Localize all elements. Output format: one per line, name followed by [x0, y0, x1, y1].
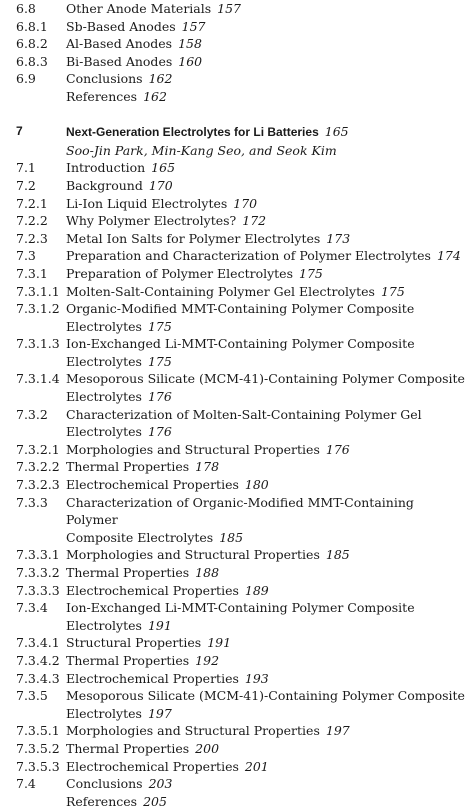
toc-entry-title: Electrochemical Properties [66, 477, 239, 493]
toc-entry-number: 7.3.4 [16, 600, 48, 616]
toc-entry-page: 170 [148, 177, 173, 193]
toc-entry-number: 7.3.3.2 [16, 565, 60, 580]
section-gap [16, 106, 468, 124]
toc-entry-title: Soo-Jin Park, Min-Kang Seo, and Seok Kim [66, 142, 337, 158]
toc-entry [16, 35, 468, 53]
toc-entry-number: 7.3.3.1 [16, 547, 60, 563]
toc-entry-number: 7.3.5.3 [16, 758, 60, 774]
toc-entry [16, 722, 468, 740]
toc-entry-number: 6.8.3 [16, 53, 48, 69]
toc-entry-title: References [66, 793, 138, 809]
toc-entry-title: Conclusions [66, 776, 143, 792]
toc-entry-page: 173 [326, 230, 351, 246]
toc-entry-text [66, 265, 468, 283]
toc-entry-number: 6.9 [16, 71, 36, 87]
toc-entry-page: 160 [178, 53, 203, 69]
toc-entry [16, 476, 468, 494]
toc-entry-page: 197 [147, 705, 172, 721]
toc-entry-text [66, 370, 468, 388]
toc-entry-page: 165 [151, 160, 176, 176]
toc-entry-page: 165 [324, 124, 349, 140]
toc-entry [16, 529, 468, 547]
toc-entry-title: Electrolytes [66, 353, 142, 369]
toc-entry [16, 335, 468, 353]
toc-entry-page: 180 [244, 477, 269, 493]
toc-entry-page: 162 [148, 71, 173, 87]
toc-entry-page: 191 [147, 617, 172, 633]
toc-entry-text [66, 775, 468, 793]
toc-entry-title: Structural Properties [66, 635, 202, 651]
toc-entry-text [66, 564, 468, 582]
toc-entry-text [66, 476, 468, 494]
toc-entry-number: 7.2.1 [16, 195, 48, 211]
toc-entry-text [66, 212, 468, 230]
toc-entry-text [66, 388, 468, 406]
toc-entry [16, 370, 468, 388]
toc-entry-title: Bi-Based Anodes [66, 53, 173, 69]
toc-entry [16, 212, 468, 230]
toc-entry-page: 191 [207, 635, 232, 651]
toc-entry-title: Mesoporous Silicate (MCM-41)-Containing Polymer Composite [66, 688, 465, 704]
toc-entry-text [66, 318, 468, 336]
toc-entry-text [66, 0, 468, 18]
toc-entry-text [66, 70, 468, 88]
toc-entry-text [66, 793, 468, 810]
toc-entry-page: 188 [195, 565, 220, 580]
toc-entry-text [66, 652, 468, 670]
toc-entry-page: 201 [244, 758, 269, 774]
toc-entry-text [66, 582, 468, 600]
toc-entry-page: 200 [195, 740, 220, 756]
toc-entry [16, 283, 468, 301]
toc-entry-title: Morphologies and Structural Properties [66, 547, 320, 563]
toc-entry-title: Thermal Properties [66, 459, 190, 475]
toc-entry [16, 88, 468, 106]
toc-entry-title: Other Anode Materials [66, 1, 212, 16]
toc-entry-title: Characterization of Molten-Salt-Containing Polymer Gel [66, 406, 422, 422]
toc-authors-line [16, 142, 468, 160]
toc-entry-title: Electrochemical Properties [66, 670, 239, 686]
toc-entry-text [66, 441, 468, 459]
toc-entry [16, 758, 468, 776]
toc-entry-number: 7.4 [16, 776, 36, 792]
toc-entry-number: 6.8.1 [16, 18, 48, 34]
toc-entry-text [66, 247, 468, 265]
toc-entry-text [66, 406, 468, 424]
toc-entry [16, 564, 468, 582]
toc-entry [16, 441, 468, 459]
toc-entry-number: 7.3.4.2 [16, 652, 60, 668]
toc-entry-number: 7.3.2.2 [16, 459, 60, 475]
toc-entry-text [66, 35, 468, 53]
toc-entry-number: 7.3.4.1 [16, 635, 60, 651]
toc-entry-title: Electrochemical Properties [66, 582, 239, 598]
toc-entry-page: 175 [380, 283, 405, 299]
toc-entry-title: Preparation and Characterization of Polymer Electrolytes [66, 248, 431, 264]
toc-entry [16, 740, 468, 758]
toc-entry-title: Al-Based Anodes [66, 36, 173, 52]
toc-entry-title: Sb-Based Anodes [66, 18, 176, 34]
toc-entry-text [66, 740, 468, 758]
toc-entry-number: 6.8.2 [16, 36, 48, 52]
toc-entry-page: 175 [147, 353, 172, 369]
toc-entry-page: 176 [147, 389, 172, 405]
toc-entry-page: 176 [147, 424, 172, 440]
toc-entry [16, 265, 468, 283]
toc-entry-number: 7.3.2.3 [16, 477, 60, 493]
toc-entry [16, 353, 468, 371]
toc-entry [16, 705, 468, 723]
toc-entry-title: Background [66, 177, 143, 193]
toc-entry [16, 406, 468, 424]
toc-entry-title: Ion-Exchanged Li-MMT-Containing Polymer Composite [66, 336, 415, 352]
toc-entry-text [66, 123, 468, 142]
toc-entry [16, 247, 468, 265]
toc-entry [16, 159, 468, 177]
toc-entry-number: 7.2 [16, 177, 36, 193]
toc-entry-title: Mesoporous Silicate (MCM-41)-Containing Polymer Composite [66, 371, 465, 387]
toc-entry-page: 189 [244, 582, 269, 598]
toc-entry-page: 157 [181, 18, 206, 34]
toc-entry-number: 7.3.1.2 [16, 301, 60, 317]
toc-entry-page: 192 [195, 652, 220, 668]
toc-entry-title: Morphologies and Structural Properties [66, 441, 320, 457]
toc-entry-number: 7.3 [16, 248, 36, 264]
toc-entry-title: Thermal Properties [66, 565, 190, 580]
toc-entry-title: Electrolytes [66, 389, 142, 405]
toc-entry-text [66, 335, 468, 353]
toc-entry-number: 7.3.2 [16, 406, 48, 422]
toc-entry-text [66, 617, 468, 635]
toc-entry-text [66, 423, 468, 441]
toc-entry [16, 0, 468, 18]
toc-entry-page: 178 [195, 459, 220, 475]
toc-entry [16, 546, 468, 564]
toc-entry-title: Characterization of Organic-Modified MMT-Containing Polymer [66, 494, 414, 528]
toc-entry-page: 162 [143, 88, 167, 104]
toc-entry-text [66, 142, 468, 160]
toc-entry-title: Thermal Properties [66, 652, 190, 668]
toc-entry-title: Why Polymer Electrolytes? [66, 213, 237, 229]
toc-entry-text [66, 283, 468, 301]
toc-entry-number: 7.3.1.1 [16, 283, 60, 299]
toc-entry-text [66, 687, 468, 705]
toc-entry-page: 157 [217, 1, 242, 16]
toc-entry-number: 7.3.1.3 [16, 336, 60, 352]
toc-entry-title: Li-Ion Liquid Electrolytes [66, 195, 228, 211]
toc-entry-number: 7.3.5.1 [16, 723, 60, 739]
toc-entry-text [66, 758, 468, 776]
toc-entry-page: 174 [436, 248, 461, 264]
toc-entry-title: Next-Generation Electrolytes for Li Batteries [66, 125, 319, 140]
toc-entry-title: References [66, 88, 138, 104]
toc-entry-title: Electrolytes [66, 617, 142, 633]
toc-entry [16, 494, 468, 529]
toc-entry [16, 195, 468, 213]
toc-entry-title: Morphologies and Structural Properties [66, 723, 320, 739]
toc-entry [16, 775, 468, 793]
toc-entry-text [66, 177, 468, 195]
toc-entry-title: Thermal Properties [66, 740, 190, 756]
toc-entry [16, 634, 468, 652]
toc-entry-page: 185 [219, 529, 244, 545]
toc-entry-title: Molten-Salt-Containing Polymer Gel Electrolytes [66, 283, 375, 299]
toc-entry-text [66, 634, 468, 652]
toc-entry-text [66, 230, 468, 248]
toc-entry-text [66, 88, 468, 106]
toc-entry-title: Ion-Exchanged Li-MMT-Containing Polymer Composite [66, 600, 415, 616]
toc-entry-number: 7.3.2.1 [16, 441, 60, 457]
toc-entry-page: 193 [244, 670, 269, 686]
toc-entry-page: 175 [299, 265, 323, 281]
toc-entry-title: Conclusions [66, 71, 143, 87]
toc-entry-number: 7.3.4.3 [16, 670, 60, 686]
toc-entry-text [66, 670, 468, 688]
toc-entry-page: 172 [242, 213, 267, 229]
toc-entry-text [66, 546, 468, 564]
toc-entry-title: Electrolytes [66, 705, 142, 721]
toc-entry [16, 687, 468, 705]
toc-entry-number: 7 [16, 124, 23, 139]
toc-entry-text [66, 705, 468, 723]
toc-entry-title: Introduction [66, 160, 146, 176]
toc-chapter-entry [16, 123, 468, 142]
toc-entry-page: 175 [147, 318, 172, 334]
toc-entry-text [66, 529, 468, 547]
toc-entry [16, 617, 468, 635]
toc-entry [16, 318, 468, 336]
toc-entry-number: 7.2.3 [16, 230, 48, 246]
toc-entry [16, 582, 468, 600]
toc-entry-page: 197 [325, 723, 350, 739]
toc-entry [16, 230, 468, 248]
toc-entry-text [66, 18, 468, 36]
toc-entry [16, 793, 468, 810]
toc-entry-number: 7.3.1.4 [16, 371, 60, 387]
toc-entry [16, 388, 468, 406]
toc-entry-page: 170 [233, 195, 258, 211]
toc-entry [16, 670, 468, 688]
toc-entry [16, 423, 468, 441]
toc-entry-number: 7.3.3 [16, 494, 48, 510]
toc-entry-text [66, 353, 468, 371]
toc-entry-title: Electrolytes [66, 318, 142, 334]
toc-entry-title: Preparation of Polymer Electrolytes [66, 265, 293, 281]
toc-entry-title: Electrochemical Properties [66, 758, 239, 774]
toc-entry [16, 300, 468, 318]
table-of-contents [16, 0, 468, 810]
toc-entry-page: 158 [178, 36, 202, 52]
toc-entry-number: 7.2.2 [16, 213, 48, 229]
toc-entry-text [66, 722, 468, 740]
toc-entry-page: 203 [148, 776, 173, 792]
toc-entry-title: Composite Electrolytes [66, 529, 214, 545]
toc-entry-text [66, 494, 468, 529]
toc-entry-text [66, 195, 468, 213]
toc-entry-title: Electrolytes [66, 424, 142, 440]
toc-entry-page: 185 [325, 547, 350, 563]
toc-entry-number: 6.8 [16, 1, 36, 16]
toc-entry-title: Organic-Modified MMT-Containing Polymer Composite [66, 301, 415, 317]
toc-entry [16, 70, 468, 88]
toc-entry [16, 599, 468, 617]
toc-entry-text [66, 300, 468, 318]
toc-entry-text [66, 458, 468, 476]
toc-entry [16, 53, 468, 71]
toc-entry-number: 7.3.3.3 [16, 582, 60, 598]
toc-entry-number: 7.3.5.2 [16, 740, 60, 756]
toc-entry [16, 18, 468, 36]
toc-entry-page: 176 [325, 441, 350, 457]
toc-entry-number: 7.1 [16, 160, 36, 176]
toc-entry [16, 652, 468, 670]
toc-entry-number: 7.3.5 [16, 688, 48, 704]
toc-entry-title: Metal Ion Salts for Polymer Electrolytes [66, 230, 321, 246]
toc-entry-text [66, 53, 468, 71]
toc-entry-number: 7.3.1 [16, 265, 48, 281]
toc-entry-text [66, 599, 468, 617]
toc-entry-text [66, 159, 468, 177]
toc-entry [16, 458, 468, 476]
toc-entry-page: 205 [143, 793, 167, 809]
toc-entry [16, 177, 468, 195]
